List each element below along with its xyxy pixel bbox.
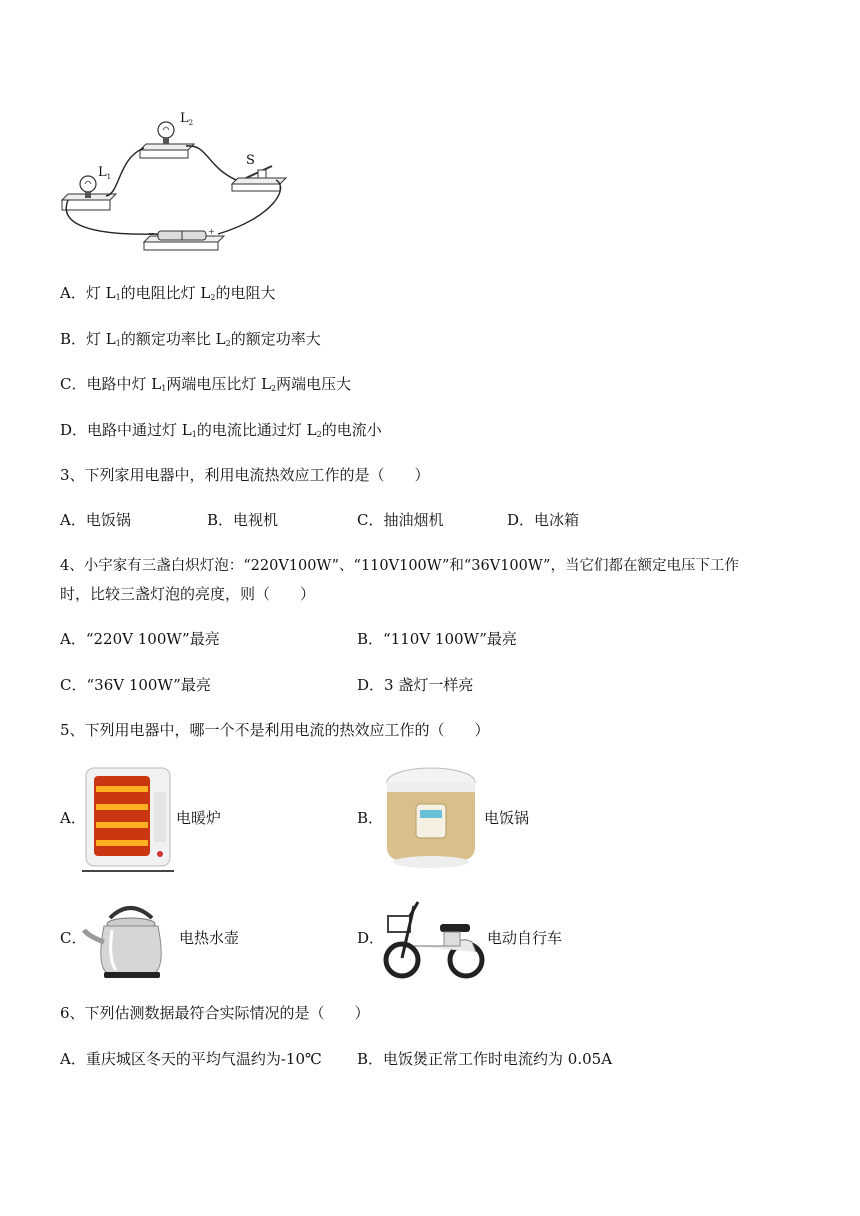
rice-cooker-image	[382, 764, 480, 872]
q4-option-d: D．3 盏灯一样亮	[357, 676, 474, 694]
q2-option-b: B．灯 $L_1$的额定功率比 $L_2$的额定功率大	[60, 330, 321, 348]
q5-option-c-label: 电热水壶	[179, 929, 240, 947]
electric-bicycle-image	[382, 896, 486, 980]
q6-stem: 6、下列估测数据最符合实际情况的是（ ）	[60, 1004, 370, 1022]
q4-stem-line1: 4、小宇家有三盏白炽灯泡：“220V100W”、“110V100W”和“36V100W”，当它们都在额定电压下工作	[60, 558, 739, 574]
circuit-label-l2: $L_2$	[180, 111, 194, 127]
q2-option-c: C．电路中灯 $L_1$两端电压比灯 $L_2$两端电压大	[60, 375, 352, 393]
circuit-label-s: S	[246, 153, 255, 168]
q2-option-a: A．灯 $L_1$的电阻比灯 $L_2$的电阻大	[60, 284, 276, 302]
q5-option-b-label: 电饭锅	[484, 809, 530, 827]
circuit-diagram	[58, 108, 288, 256]
electric-heater-image	[82, 762, 174, 874]
q5-option-d-label: 电动自行车	[487, 929, 563, 947]
q5-option-c-letter: C．	[60, 929, 87, 947]
q3-option-d: D．电冰箱	[507, 511, 580, 529]
electric-kettle-image	[82, 896, 178, 980]
q5-option-d-letter: D．	[357, 929, 385, 947]
q6-option-a: A．重庆城区冬天的平均气温约为-10℃	[60, 1050, 322, 1068]
q4-option-a: A．“220V 100W”最亮	[60, 630, 220, 648]
svg-text:−: −	[148, 229, 155, 238]
q5-stem: 5、下列用电器中，哪一个不是利用电流的热效应工作的（ ）	[60, 721, 490, 739]
circuit-label-l1: $L_1$	[98, 165, 112, 181]
svg-text:+: +	[208, 227, 215, 236]
q5-option-a-label: 电暖炉	[176, 809, 222, 827]
q3-option-c: C．抽油烟机	[357, 511, 444, 529]
q4-option-c: C．“36V 100W”最亮	[60, 676, 211, 694]
q4-option-b: B．“110V 100W”最亮	[357, 630, 517, 648]
q3-stem: 3、下列家用电器中，利用电流热效应工作的是（ ）	[60, 466, 430, 484]
q6-option-b: B．电饭煲正常工作时电流约为 0.05A	[357, 1050, 613, 1068]
q4-stem-line2: 时，比较三盏灯泡的亮度，则（ ）	[60, 585, 316, 603]
q5-option-a-letter: A．	[60, 809, 86, 827]
q5-option-b-letter: B．	[357, 809, 384, 827]
q2-option-d: D．电路中通过灯 $L_1$的电流比通过灯 $L_2$的电流小	[60, 421, 382, 439]
q3-option-a: A．电饭锅	[60, 511, 131, 529]
q3-option-b: B．电视机	[207, 511, 279, 529]
